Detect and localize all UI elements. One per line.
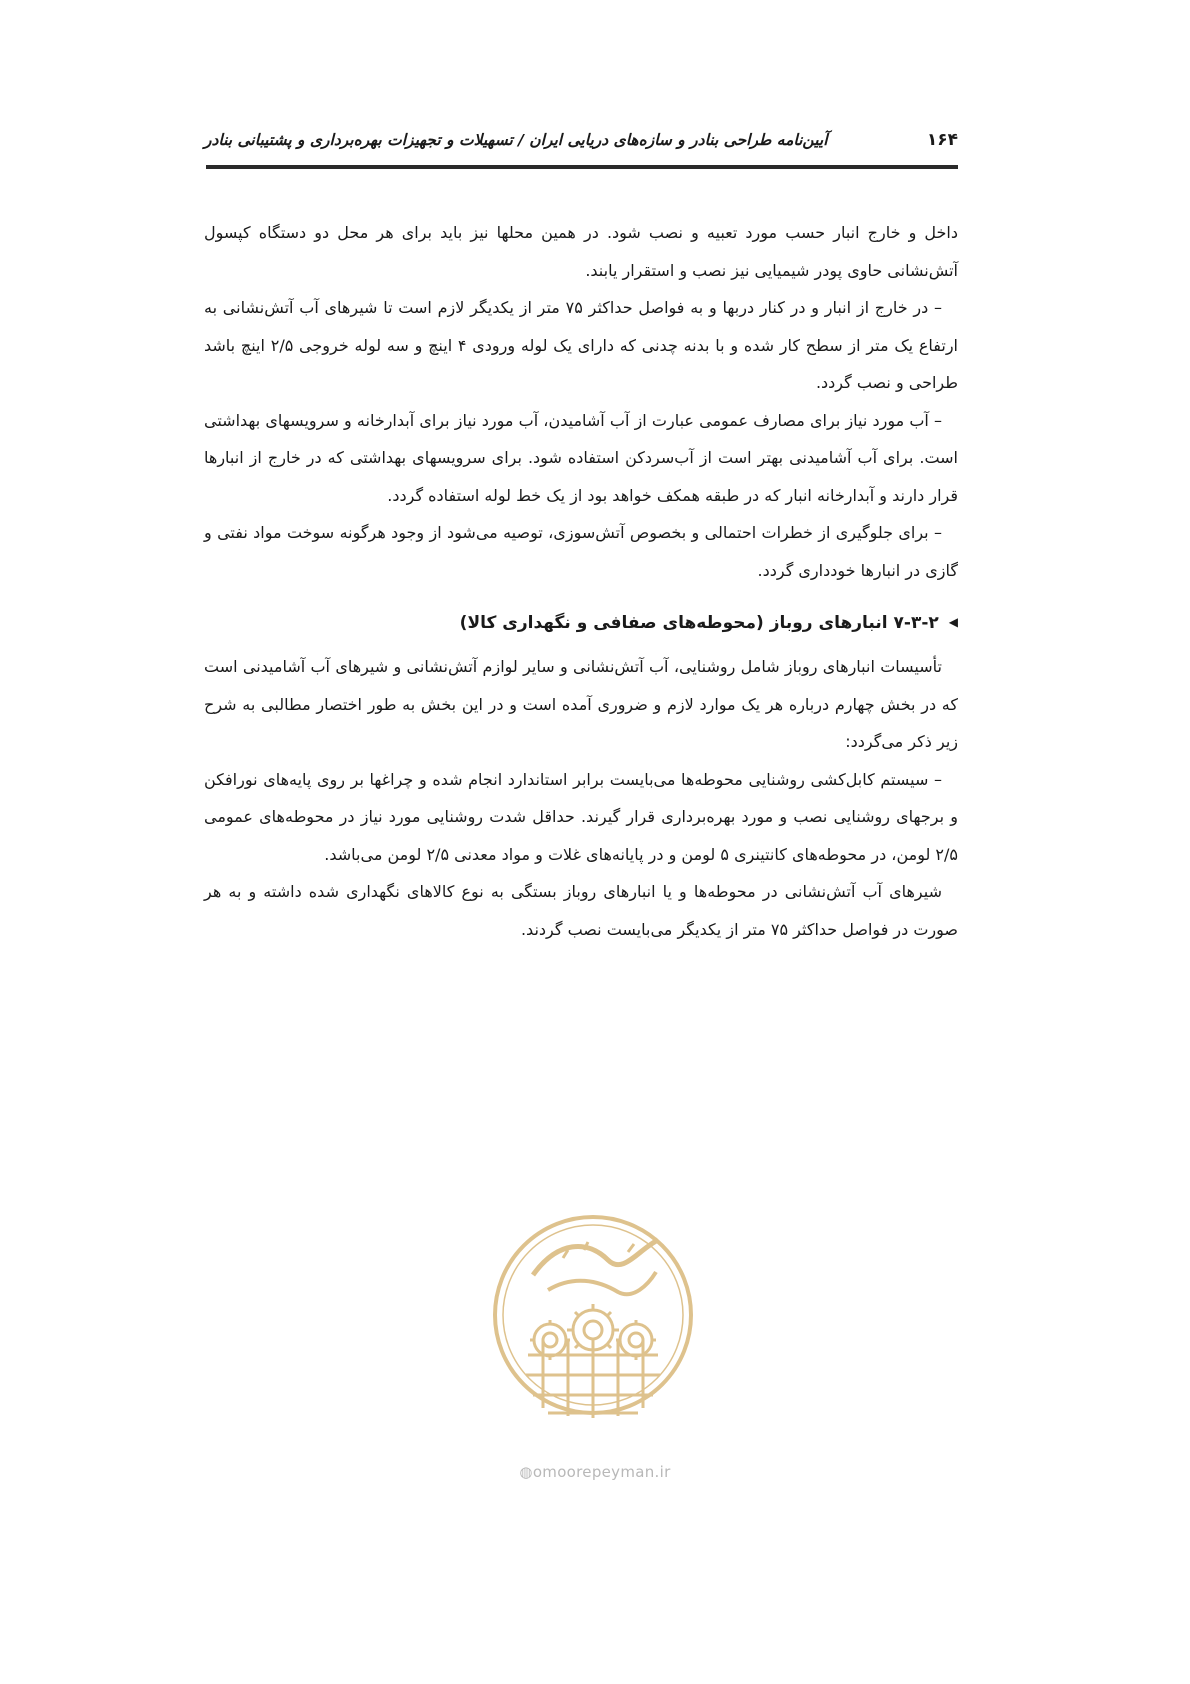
paragraph: – آب مورد نیاز برای مصارف عمومی عبارت از آب آشامیدن، آب مورد نیاز برای آبدارخانه و سرویسهای بهداشتی است. برای آب آشامیدنی بهتر است از آب‌سردکن استفاده شود. برای سرویسهای بهداشتی که در خارج از انبارها قرار دارند و آبدارخانه انبار که در طبقه همکف خواهد بود از یک خط لوله استفاده گردد. <box>204 410 958 505</box>
paragraph: داخل و خارج انبار حسب مورد تعبیه و نصب شود. در همین محلها نیز باید برای هر محل دو دستگاه کپسول آتش‌نشانی حاوی پودر شیمیایی نیز نصب و استقرار یابند. <box>204 223 958 280</box>
page-number: ۱۶۴ <box>926 130 958 150</box>
running-title: آیین‌نامه طراحی بنادر و سازه‌های دریایی ایران / تسهیلات و تجهیزات بهره‌برداری و پشتیبانی بنادر <box>204 131 828 149</box>
watermark-url-text: omoorepeyman.ir <box>532 1463 671 1481</box>
paragraph: – برای جلوگیری از خطرات احتمالی و بخصوص آتش‌سوزی، توصیه می‌شود از وجود هرگونه سوخت مواد نفتی و گازی در انبارها خودداری گردد. <box>204 523 958 580</box>
page-header <box>204 126 958 166</box>
header-rule <box>206 165 958 169</box>
paragraph: شیرهای آب آتش‌نشانی در محوطه‌ها و یا انبارهای روباز بستگی به نوع کالاهای نگهداری شده داشته و به هر صورت در فواصل حداکثر ۷۵ متر از یکدیگر می‌بایست نصب گردند. <box>204 882 958 939</box>
paragraph: – در خارج از انبار و در کنار دربها و به فواصل حداکثر ۷۵ متر از یکدیگر لازم است تا شیرهای آب آتش‌نشانی به ارتفاع یک متر از سطح کار شده و با بدنه چدنی که دارای یک لوله ورودی ۴ اینچ و سه لوله خروجی ۲/۵ اینچ باشد طراحی و نصب گردد. <box>204 298 959 392</box>
section-heading-text: ۷-۳-۲ انبارهای روباز (محوطه‌های صفافی و نگهداری کالا) <box>459 613 939 633</box>
paragraph: تأسیسات انبارهای روباز شامل روشنایی، آب آتش‌نشانی و سایر لوازم آتش‌نشانی و شیرهای آب آشامیدنی است که در بخش چهارم درباره هر یک موارد لازم و ضروری آمده است و در این بخش به طور اختصار مطالبی به شرح زیر ذکر می‌گردد: <box>204 657 958 751</box>
globe-icon: ◍ <box>519 1463 533 1481</box>
watermark-url <box>470 1463 720 1481</box>
watermark-logo <box>488 1180 698 1450</box>
body-text <box>204 214 958 948</box>
section-heading <box>204 603 958 642</box>
triangle-bullet-icon: ◀ <box>948 615 958 629</box>
paragraph: – سیستم کابل‌کشی روشنایی محوطه‌ها می‌بایست برابر استاندارد انجام شده و چراغها بر روی پایه‌های نورافکن و برجهای روشنایی نصب و مورد بهره‌برداری قرار گیرند. حداقل شدت روشنایی مورد نیاز در محوطه‌های عمومی ۲/۵ لومن، در محوطه‌های کانتینری ۵ لومن و در پایانه‌های غلات و مواد معدنی ۲/۵ لومن می‌باشد. <box>204 769 958 864</box>
watermark-emblem-icon <box>488 1180 698 1450</box>
